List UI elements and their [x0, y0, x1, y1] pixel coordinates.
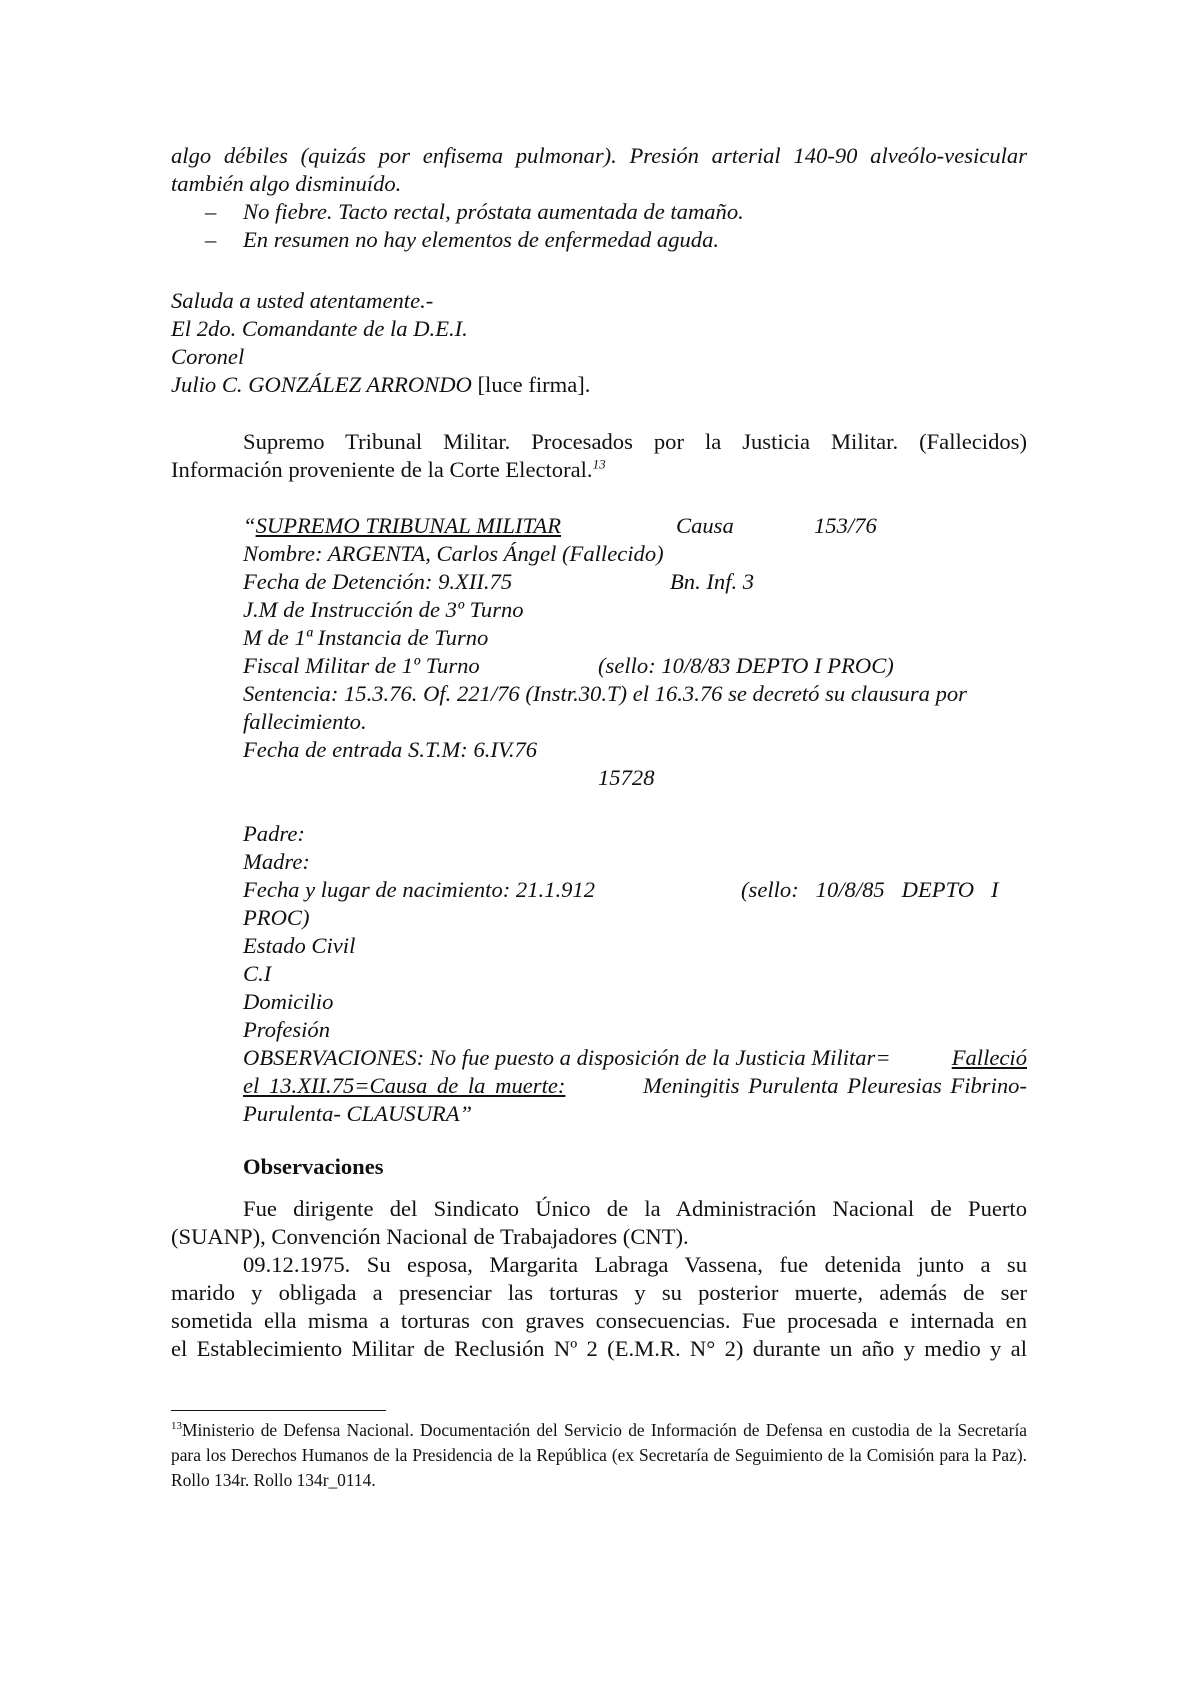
record-observaciones-2 [243, 1072, 1027, 1100]
list-item [205, 226, 719, 254]
record-domicilio: Domicilio [243, 989, 334, 1014]
record-juzgado: J.M de Instrucción de 3º Turno [243, 597, 524, 622]
record-observaciones-3: Purulenta- CLAUSURA” [243, 1101, 473, 1126]
record-numero: 15728 [598, 765, 655, 790]
intro-line-2 [171, 456, 1027, 484]
intro-line-1: Supremo Tribunal Militar. Procesados por la Justicia Militar. (Fallecidos) [243, 429, 1027, 454]
section-heading: Observaciones [243, 1154, 384, 1179]
causa-value: 153/76 [814, 513, 877, 538]
record-padre: Padre: [243, 821, 305, 846]
record-fiscal: Fiscal Militar de 1º Turno [243, 653, 480, 678]
footnote-text: Ministerio de Defensa Nacional. Documentación del Servicio de Información de Defensa en custodia de la Secretaría para los Derechos Humanos de la Presidencia de la República (ex Secretaría de Seguimiento de la Comisión para la Paz). Rollo 134r. Rollo 134r_0114. [171, 1420, 1027, 1490]
obs-p2-line-4: el Establecimiento Militar de Reclusión Nº 2 (E.M.R. N° 2) durante un año y medio y al [171, 1336, 1027, 1361]
record-observaciones-1 [243, 1044, 1027, 1072]
record-sello-1: (sello: 10/8/83 DEPTO I PROC) [598, 653, 894, 678]
obs-p1-line-2: (SUANP), Convención Nacional de Trabajadores (CNT). [171, 1224, 689, 1249]
footnote-number: 13 [171, 1420, 182, 1433]
footnote-reference: 13 [592, 456, 606, 472]
list-dash: – [205, 227, 217, 252]
record-profesion: Profesión [243, 1017, 331, 1042]
record-nacimiento: Fecha y lugar de nacimiento: 21.1.912 [243, 877, 596, 902]
list-item [205, 198, 744, 226]
record-sello-2: (sello: 10/8/85 DEPTO I [741, 877, 999, 902]
record-nombre: Nombre: ARGENTA, Carlos Ángel (Fallecido) [243, 541, 664, 566]
record-sentencia-1: Sentencia: 15.3.76. Of. 221/76 (Instr.30.T) el 16.3.76 se decretó su clausura por [243, 681, 967, 706]
footnote [171, 1418, 1027, 1493]
tribunal-name: SUPREMO TRIBUNAL MILITAR [255, 513, 561, 538]
record-header-tribunal [243, 512, 561, 540]
obs-causa-muerte: el 13.XII.75=Causa de la muerte: [243, 1073, 566, 1098]
obs-diagnosis: Meningitis Purulenta Pleuresias Fibrino- [642, 1073, 1027, 1098]
record-unidad: Bn. Inf. 3 [670, 569, 755, 594]
medical-line-2: también algo disminuído. [171, 171, 402, 196]
list-dash: – [205, 199, 217, 224]
observaciones-paragraph-1 [171, 1195, 1027, 1251]
record-sello-2-cont: PROC) [243, 905, 310, 930]
obs-p1-line-1: Fue dirigente del Sindicato Único de la Administración Nacional de Puerto [243, 1196, 1027, 1221]
closing-block [171, 287, 1027, 399]
open-quote: “ [243, 513, 256, 538]
record-sentencia-2: fallecimiento. [243, 709, 367, 734]
obs-p2-line-2: marido y obligada a presenciar las torturas y su posterior muerte, además de ser [171, 1280, 1027, 1305]
list-item-text: En resumen no hay elementos de enfermedad aguda. [243, 227, 720, 252]
intro-line-2-text: Información proveniente de la Corte Electoral. [171, 457, 593, 482]
observaciones-paragraph-2 [171, 1251, 1027, 1363]
obs-p2-line-3: sometida ella misma a torturas con graves consecuencias. Fue procesada e internada en [171, 1308, 1027, 1333]
obs-p2-line-1: 09.12.1975. Su esposa, Margarita Labraga Vassena, fue detenida junto a su [243, 1252, 1027, 1277]
obs-fallecio: Falleció [951, 1045, 1027, 1070]
obs-text-1: OBSERVACIONES: No fue puesto a disposición de la Justicia Militar= [243, 1045, 891, 1070]
signatory-name: Julio C. GONZÁLEZ ARRONDO [171, 372, 472, 397]
record-fecha-detencion: Fecha de Detención: 9.XII.75 [243, 569, 513, 594]
signature-note: [luce firma]. [477, 372, 591, 397]
intro-paragraph [171, 428, 1027, 484]
closing-signature-line [171, 371, 1027, 399]
closing-rank-title: El 2do. Comandante de la D.E.I. [171, 316, 468, 341]
footnote-separator [171, 1410, 386, 1411]
list-item-text: No fiebre. Tacto rectal, próstata aumentada de tamaño. [243, 199, 744, 224]
medical-line-1: algo débiles (quizás por enfisema pulmonar). Presión arterial 140-90 alveólo-vesicular [171, 143, 1027, 168]
record-instancia: M de 1ª Instancia de Turno [243, 625, 489, 650]
causa-label: Causa [676, 513, 734, 538]
medical-paragraph [171, 142, 1027, 198]
closing-rank: Coronel [171, 344, 245, 369]
record-estado-civil: Estado Civil [243, 933, 356, 958]
record-madre: Madre: [243, 849, 310, 874]
closing-greeting: Saluda a usted atentamente.- [171, 288, 434, 313]
record-ci: C.I [243, 961, 272, 986]
record-fecha-entrada: Fecha de entrada S.T.M: 6.IV.76 [243, 737, 538, 762]
